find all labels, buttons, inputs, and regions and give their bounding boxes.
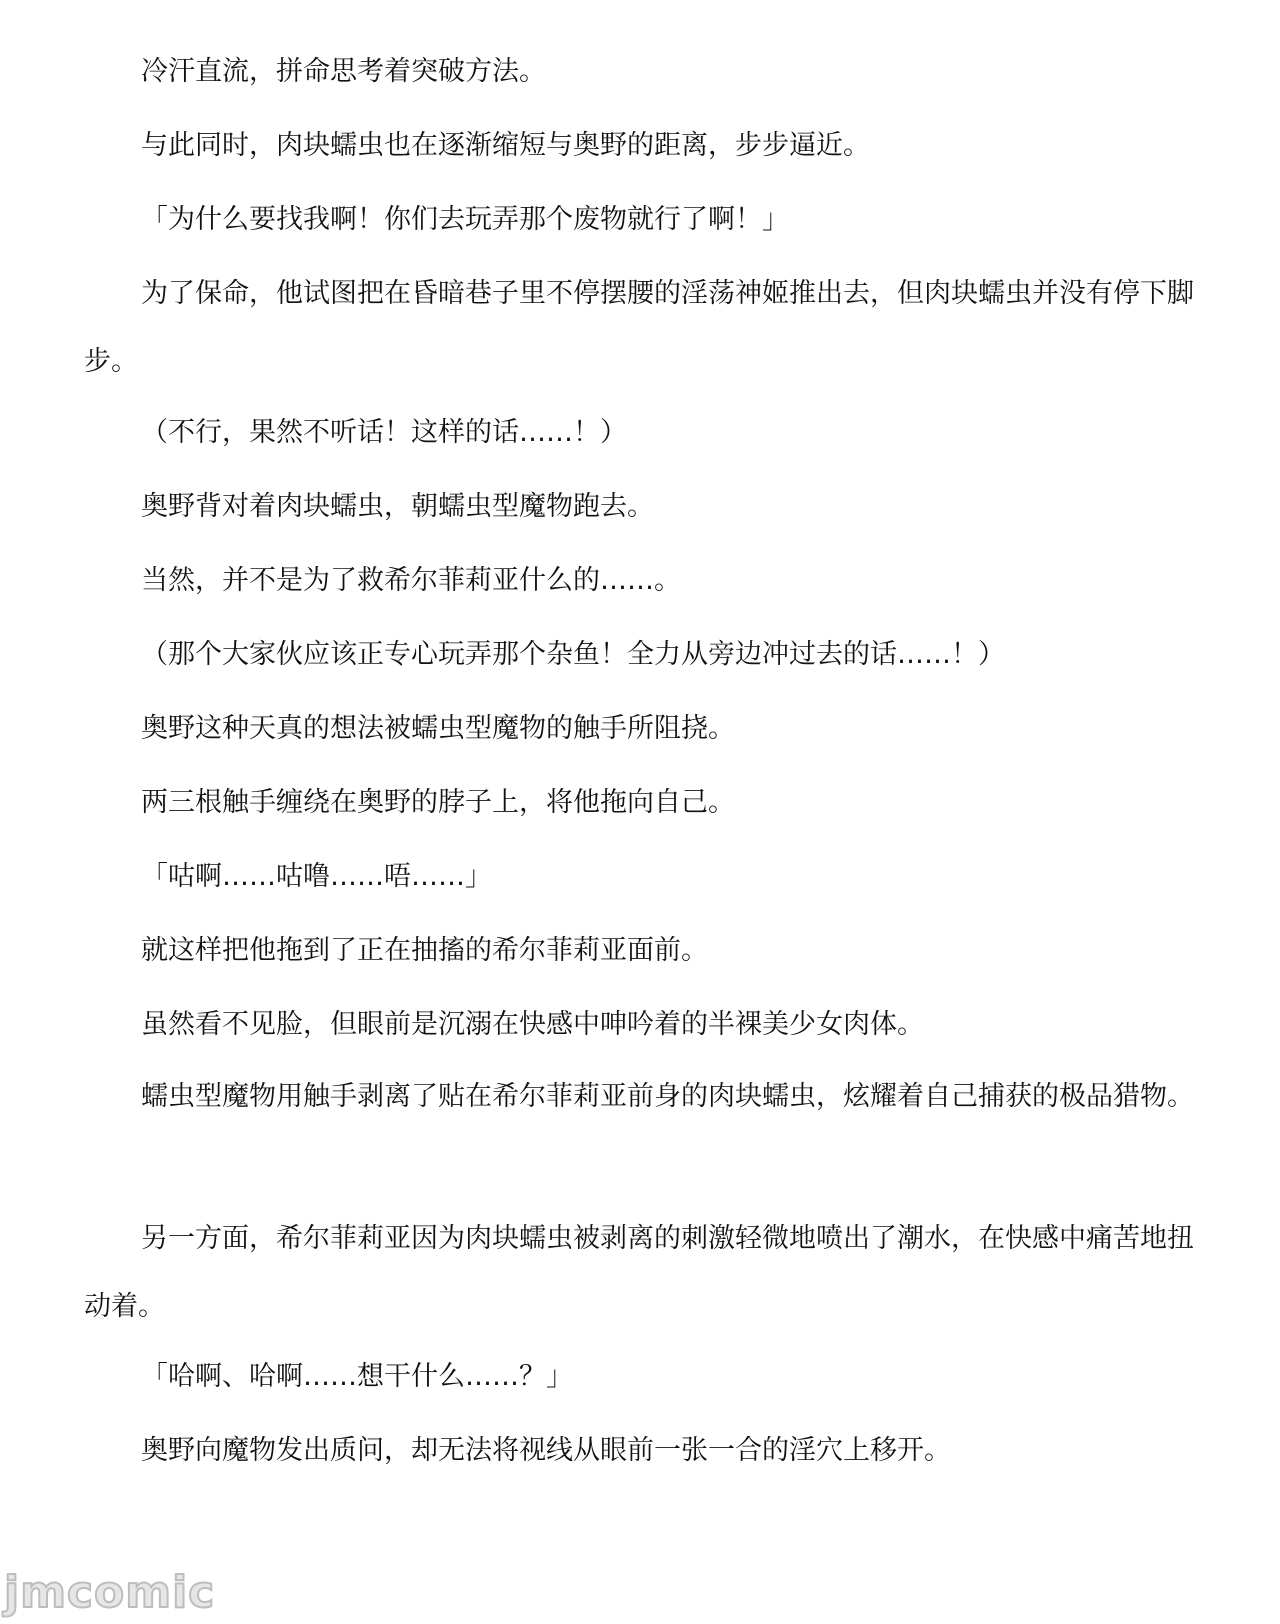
paragraph-8: 就这样把他拖到了正在抽搐的希尔菲莉亚面前。 <box>141 935 708 966</box>
paragraph-11: 另一方面，希尔菲莉亚因为肉块蠕虫被剥离的刺激轻微地喷出了潮水，在快感中痛苦地扭动着。 <box>84 1223 1194 1322</box>
paragraph-12: 奥野向魔物发出质问，却无法将视线从眼前一张一合的淫穴上移开。 <box>141 1435 951 1466</box>
watermark-logo: jmcomic <box>4 1567 216 1618</box>
paragraph-10: 蠕虫型魔物用触手剥离了贴在希尔菲莉亚前身的肉块蠕虫，炫耀着自己捕获的极品猎物。 <box>141 1081 1194 1112</box>
paragraph-2: 与此同时，肉块蠕虫也在逐渐缩短与奥野的距离，步步逼近。 <box>141 130 870 161</box>
paragraph-3: 为了保命，他试图把在昏暗巷子里不停摆腰的淫荡神姬推出去，但肉块蠕虫并没有停下脚步。 <box>84 278 1194 377</box>
thought-2: （那个大家伙应该正专心玩弄那个杂鱼！全力从旁边冲过去的话……！） <box>141 639 1005 670</box>
paragraph-7: 两三根触手缠绕在奥野的脖子上，将他拖向自己。 <box>141 787 735 818</box>
dialogue-3: 「哈啊、哈啊……想干什么……？」 <box>141 1361 573 1392</box>
paragraph-5: 当然，并不是为了救希尔菲莉亚什么的……。 <box>141 565 681 596</box>
paragraph-4: 奥野背对着肉块蠕虫，朝蠕虫型魔物跑去。 <box>141 491 654 522</box>
thought-1: （不行，果然不听话！这样的话……！） <box>141 417 627 448</box>
paragraph-1: 冷汗直流，拼命思考着突破方法。 <box>141 56 546 87</box>
paragraph-6: 奥野这种天真的想法被蠕虫型魔物的触手所阻挠。 <box>141 713 735 744</box>
dialogue-2: 「咕啊……咕噜……唔……」 <box>141 861 492 892</box>
paragraph-9: 虽然看不见脸，但眼前是沉溺在快感中呻吟着的半裸美少女肉体。 <box>141 1009 924 1040</box>
dialogue-1: 「为什么要找我啊！你们去玩弄那个废物就行了啊！」 <box>141 204 789 235</box>
